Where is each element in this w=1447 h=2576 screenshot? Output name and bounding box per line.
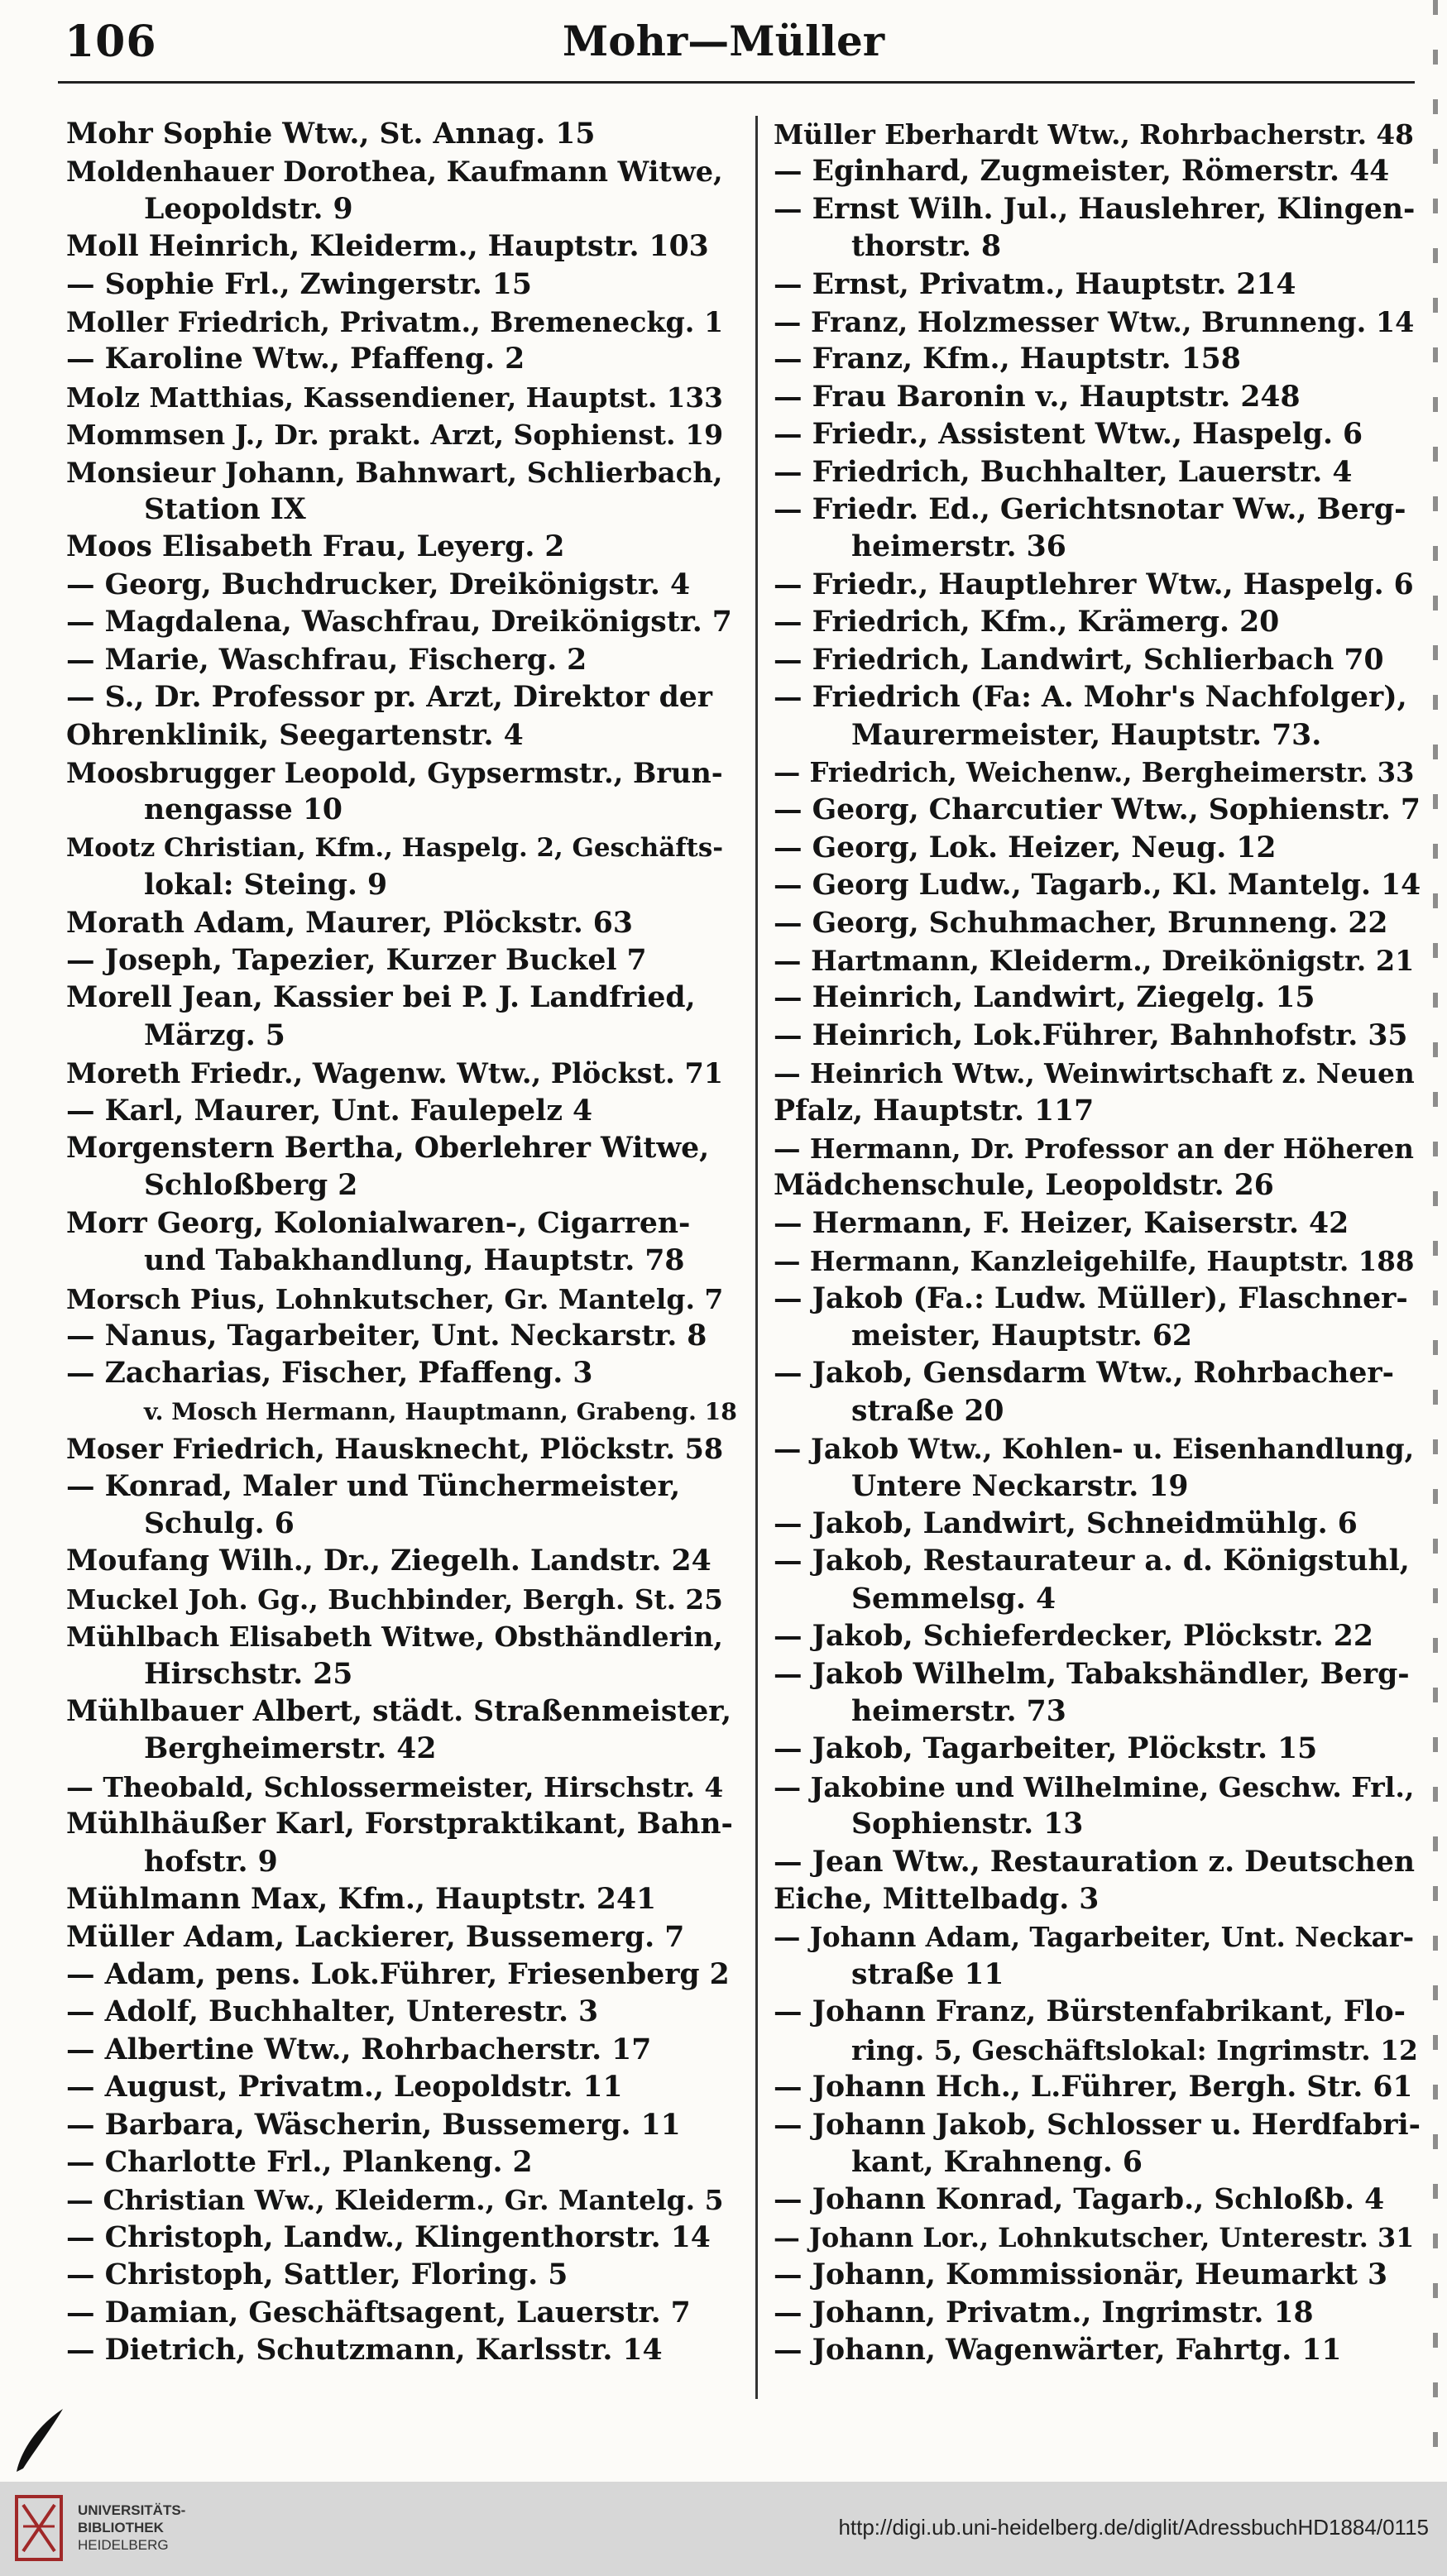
directory-entry: — Barbara, Wäscherin, Bussemerg. 11 — [66, 2108, 681, 2142]
directory-entry: Monsieur Johann, Bahnwart, Schlierbach, — [66, 455, 723, 489]
page-edge-shadow — [1433, 0, 1438, 2482]
directory-entry: — Franz, Kfm., Hauptstr. 158 — [774, 342, 1241, 376]
directory-entry: Hirschstr. 25 — [144, 1657, 353, 1691]
header-rule — [58, 81, 1415, 84]
directory-entry: Märzg. 5 — [144, 1018, 285, 1052]
directory-entry: — Georg, Lok. Heizer, Neug. 12 — [774, 831, 1277, 864]
directory-entry: — Zacharias, Fischer, Pfaffeng. 3 — [66, 1357, 593, 1391]
directory-entry: Mohr Sophie Wtw., St. Annag. 15 — [66, 117, 596, 151]
directory-entry: — Heinrich, Landwirt, Ziegelg. 15 — [774, 981, 1315, 1015]
directory-entry: — Dietrich, Schutzmann, Karlsstr. 14 — [66, 2333, 663, 2367]
source-url[interactable]: http://digi.ub.uni-heidelberg.de/diglit/AdressbuchHD1884/0115 — [838, 2515, 1429, 2540]
directory-entry: Mädchenschule, Leopoldstr. 26 — [774, 1169, 1274, 1203]
directory-entry: — Friedrich, Buchhalter, Lauerstr. 4 — [774, 455, 1353, 489]
directory-entry: — Jakob Wilhelm, Tabakshändler, Berg- — [774, 1657, 1410, 1691]
directory-entry: — Johann Konrad, Tagarb., Schloßb. 4 — [774, 2183, 1385, 2217]
directory-entry: Moosbrugger Leopold, Gypsermstr., Brun- — [66, 756, 723, 789]
directory-entry: — Ernst, Privatm., Hauptstr. 214 — [774, 267, 1296, 301]
directory-entry: und Tabakhandlung, Hauptstr. 78 — [144, 1244, 685, 1278]
right-column — [774, 116, 1427, 2369]
directory-entry: — Christoph, Landw., Klingenthorstr. 14 — [66, 2220, 711, 2254]
directory-entry: — Joseph, Tapezier, Kurzer Buckel 7 — [66, 943, 647, 977]
directory-entry: — Hermann, F. Heizer, Kaiserstr. 42 — [774, 1206, 1349, 1240]
directory-entry: ring. 5, Geschäftslokal: Ingrimstr. 12 — [851, 2033, 1418, 2066]
directory-entry: Morgenstern Bertha, Oberlehrer Witwe, — [66, 1131, 710, 1165]
directory-entry: — Jakob, Gensdarm Wtw., Rohrbacher- — [774, 1357, 1394, 1391]
directory-entry: — Adam, pens. Lok.Führer, Friesenberg 2 — [66, 1957, 730, 1991]
directory-entry: — Jean Wtw., Restauration z. Deutschen — [774, 1845, 1416, 1879]
directory-entry: v. Mosch Hermann, Hauptmann, Grabeng. 18 — [144, 1396, 737, 1425]
column-divider — [755, 116, 758, 2399]
directory-entry: — Jakobine und Wilhelmine, Geschw. Frl., — [774, 1770, 1415, 1803]
directory-entry: — Johann, Wagenwärter, Fahrtg. 11 — [774, 2333, 1342, 2367]
directory-entry: Mommsen J., Dr. prakt. Arzt, Sophienst. 19 — [66, 419, 724, 452]
directory-entry: Moldenhauer Dorothea, Kaufmann Witwe, — [66, 156, 723, 189]
page-number: 106 — [65, 17, 157, 67]
directory-entry: — Jakob, Landwirt, Schneidmühlg. 6 — [774, 1507, 1358, 1541]
directory-entry: — Georg, Schuhmacher, Brunneng. 22 — [774, 906, 1388, 940]
directory-entry: — Georg, Charcutier Wtw., Sophienstr. 7 — [774, 793, 1421, 827]
directory-entry: — Damian, Geschäftsagent, Lauerstr. 7 — [66, 2296, 691, 2329]
directory-entry: straße 11 — [851, 1957, 1004, 1991]
directory-entry: Moser Friedrich, Hausknecht, Plöckstr. 58 — [66, 1433, 724, 1466]
directory-entry: — Eginhard, Zugmeister, Römerstr. 44 — [774, 155, 1390, 189]
directory-entry: — Hermann, Dr. Professor an der Höheren — [774, 1132, 1414, 1165]
directory-entry: Müller Adam, Lackierer, Bussemerg. 7 — [66, 1920, 685, 1954]
directory-entry: — Johann, Privatm., Ingrimstr. 18 — [774, 2296, 1314, 2329]
directory-entry: Morr Georg, Kolonialwaren-, Cigarren- — [66, 1206, 691, 1240]
directory-entry: — Hermann, Kanzleigehilfe, Hauptstr. 188 — [774, 1245, 1415, 1278]
directory-entry: — Jakob, Schieferdecker, Plöckstr. 22 — [774, 1620, 1373, 1654]
directory-entry: — Johann Lor., Lohnkutscher, Unterestr. 31 — [774, 2221, 1415, 2253]
directory-entry: meister, Hauptstr. 62 — [851, 1319, 1192, 1353]
directory-entry: Schloßberg 2 — [144, 1169, 358, 1203]
directory-entry: Müller Eberhardt Wtw., Rohrbacherstr. 48 — [774, 118, 1414, 151]
directory-entry: heimerstr. 73 — [851, 1695, 1066, 1729]
library-name-line1: UNIVERSITÄTS- — [78, 2502, 186, 2518]
directory-entry: — Christian Ww., Kleiderm., Gr. Mantelg. 5 — [66, 2184, 724, 2217]
directory-entry: Moreth Friedr., Wagenw. Wtw., Plöckst. 71 — [66, 1057, 724, 1090]
directory-entry: — Georg, Buchdrucker, Dreikönigstr. 4 — [66, 567, 690, 601]
directory-entry: — Karl, Maurer, Unt. Faulepelz 4 — [66, 1094, 593, 1128]
directory-entry: Pfalz, Hauptstr. 117 — [774, 1094, 1095, 1128]
directory-entry: nengasse 10 — [144, 793, 343, 827]
directory-entry: Eiche, Mittelbadg. 3 — [774, 1883, 1100, 1917]
directory-entry: — Frau Baronin v., Hauptstr. 248 — [774, 380, 1301, 414]
directory-entry: — Johann, Kommissionär, Heumarkt 3 — [774, 2258, 1388, 2292]
directory-entry: — Sophie Frl., Zwingerstr. 15 — [66, 267, 532, 301]
directory-entry: straße 20 — [851, 1394, 1004, 1428]
library-name — [78, 2502, 185, 2554]
directory-entry: — S., Dr. Professor pr. Arzt, Direktor der — [66, 681, 712, 715]
directory-entry: hofstr. 9 — [144, 1845, 278, 1879]
directory-entry: Sophienstr. 13 — [851, 1808, 1084, 1841]
directory-entry: Moll Heinrich, Kleiderm., Hauptstr. 103 — [66, 230, 709, 264]
directory-entry: thorstr. 8 — [851, 230, 1002, 264]
directory-entry: — Ernst Wilh. Jul., Hauslehrer, Klingen- — [774, 192, 1416, 226]
directory-entry: Schulg. 6 — [144, 1507, 295, 1541]
directory-entry: Mootz Christian, Kfm., Haspelg. 2, Geschäfts- — [66, 832, 724, 863]
directory-entry: — Karoline Wtw., Pfaffeng. 2 — [66, 342, 525, 376]
directory-entry: — Johann Hch., L.Führer, Bergh. Str. 61 — [774, 2071, 1413, 2104]
directory-entry: — Marie, Waschfrau, Fischerg. 2 — [66, 643, 587, 677]
directory-entry: — Franz, Holzmesser Wtw., Brunneng. 14 — [774, 306, 1415, 339]
directory-entry: — Friedr., Assistent Wtw., Haspelg. 6 — [774, 418, 1363, 452]
directory-entry: — Friedr. Ed., Gerichtsnotar Ww., Berg- — [774, 493, 1406, 527]
directory-entry: — Friedr., Hauptlehrer Wtw., Haspelg. 6 — [774, 567, 1414, 601]
directory-entry: Moufang Wilh., Dr., Ziegelh. Landstr. 24 — [66, 1544, 712, 1578]
directory-entry: Mühlmann Max, Kfm., Hauptstr. 241 — [66, 1883, 657, 1917]
running-head: Mohr—Müller — [562, 17, 885, 65]
directory-entry: — Nanus, Tagarbeiter, Unt. Neckarstr. 8 — [66, 1319, 707, 1353]
directory-entry: Leopoldstr. 9 — [144, 192, 353, 226]
directory-entry: Morsch Pius, Lohnkutscher, Gr. Mantelg. 7 — [66, 1282, 724, 1315]
directory-entry: Mühlbach Elisabeth Witwe, Obsthändlerin, — [66, 1621, 723, 1654]
directory-entry: — Heinrich, Lok.Führer, Bahnhofstr. 35 — [774, 1018, 1408, 1052]
directory-entry: — Jakob, Tagarbeiter, Plöckstr. 15 — [774, 1732, 1318, 1766]
directory-entry: — Heinrich Wtw., Weinwirtschaft z. Neuen — [774, 1057, 1415, 1090]
directory-entry: — Hartmann, Kleiderm., Dreikönigstr. 21 — [774, 944, 1415, 977]
library-name-line2: BIBLIOTHEK — [78, 2520, 164, 2535]
directory-entry: Semmelsg. 4 — [851, 1582, 1057, 1616]
directory-entry: — Jakob (Fa.: Ludw. Müller), Flaschner- — [774, 1281, 1408, 1315]
directory-entry: — August, Privatm., Leopoldstr. 11 — [66, 2071, 623, 2104]
directory-entry: Maurermeister, Hauptstr. 73. — [851, 718, 1322, 752]
directory-entry: Muckel Joh. Gg., Buchbinder, Bergh. St. 25 — [66, 1582, 723, 1616]
directory-entry: — Adolf, Buchhalter, Unterestr. 3 — [66, 1995, 599, 2029]
directory-entry: Station IX — [144, 493, 306, 527]
directory-entry: Molz Matthias, Kassendiener, Hauptst. 133 — [66, 381, 723, 414]
left-column — [66, 116, 736, 2369]
directory-entry: Moos Elisabeth Frau, Leyerg. 2 — [66, 530, 565, 564]
directory-entry: — Magdalena, Waschfrau, Dreikönigstr. 7 — [66, 606, 732, 639]
directory-entry: — Johann Franz, Bürstenfabrikant, Flo- — [774, 1995, 1406, 2029]
directory-entry: kant, Krahneng. 6 — [851, 2145, 1143, 2179]
directory-entry: Ohrenklinik, Seegartenstr. 4 — [66, 718, 524, 752]
library-name-line3: HEIDELBERG — [78, 2537, 169, 2553]
directory-entry: — Johann Jakob, Schlosser u. Herdfabri- — [774, 2108, 1421, 2142]
directory-entry: lokal: Steing. 9 — [144, 869, 388, 903]
directory-entry: — Albertine Wtw., Rohrbacherstr. 17 — [66, 2033, 652, 2066]
directory-entry: — Friedrich, Weichenw., Bergheimerstr. 33 — [774, 756, 1415, 788]
directory-entry: heimerstr. 36 — [851, 530, 1066, 564]
directory-entry: Moller Friedrich, Privatm., Bremeneckg. 1 — [66, 306, 724, 339]
directory-entry: — Johann Adam, Tagarbeiter, Unt. Neckar- — [774, 1921, 1415, 1953]
directory-entry: Morath Adam, Maurer, Plöckstr. 63 — [66, 906, 633, 940]
library-logo-icon — [15, 2493, 63, 2563]
footer-bar — [0, 2482, 1447, 2576]
directory-entry: — Georg Ludw., Tagarb., Kl. Mantelg. 14 — [774, 869, 1421, 903]
directory-entry: Mühlhäußer Karl, Forstpraktikant, Bahn- — [66, 1808, 733, 1841]
directory-entry: — Friedrich (Fa: A. Mohr's Nachfolger), — [774, 681, 1407, 715]
directory-entry: — Theobald, Schlossermeister, Hirschstr. 4 — [66, 1770, 724, 1803]
directory-entry: — Jakob Wtw., Kohlen- u. Eisenhandlung, — [774, 1433, 1415, 1466]
directory-entry: Mühlbauer Albert, städt. Straßenmeister, — [66, 1695, 732, 1729]
directory-entry: — Konrad, Maler und Tünchermeister, — [66, 1469, 681, 1503]
directory-entry: — Charlotte Frl., Plankeng. 2 — [66, 2145, 533, 2179]
directory-entry: — Christoph, Sattler, Floring. 5 — [66, 2258, 568, 2292]
directory-entry: Bergheimerstr. 42 — [144, 1732, 437, 1766]
directory-entry: — Friedrich, Landwirt, Schlierbach 70 — [774, 643, 1384, 677]
quill-mark-icon — [15, 2407, 65, 2473]
directory-entry: Untere Neckarstr. 19 — [851, 1469, 1189, 1503]
directory-entry: — Jakob, Restaurateur a. d. Königstuhl, — [774, 1544, 1410, 1578]
directory-entry: Morell Jean, Kassier bei P. J. Landfried, — [66, 981, 696, 1015]
directory-entry: — Friedrich, Kfm., Krämerg. 20 — [774, 606, 1280, 639]
